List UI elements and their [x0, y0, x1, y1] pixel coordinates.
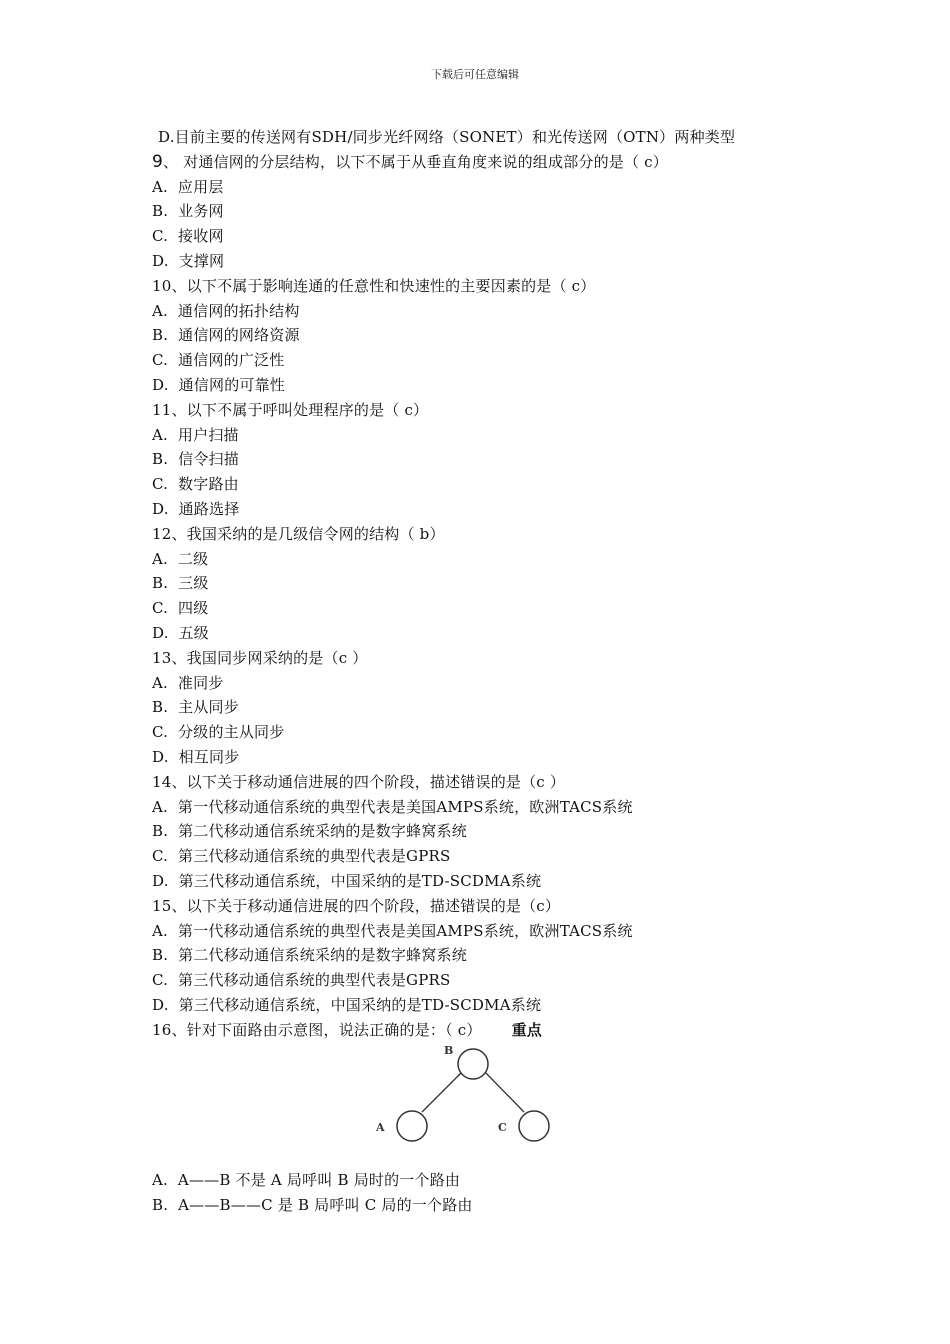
question-12-option-d: D. 五级: [152, 623, 209, 642]
routing-diagram-svg: [362, 1042, 562, 1168]
question-15-option-a: A. 第一代移动通信系统的典型代表是美国AMPS系统，欧洲TACS系统: [152, 921, 633, 940]
question-14-option-b: B. 第二代移动通信系统采纳的是数字蜂窝系统: [152, 822, 467, 841]
question-13-option-a: A. 准同步: [152, 673, 224, 692]
question-11-option-c: C. 数字路由: [152, 475, 239, 494]
question-9-text: 、 对通信网的分层结构，以下不属于从垂直角度来说的组成部分的是（ c）: [163, 152, 668, 171]
question-10: 10、以下不属于影响连通的任意性和快速性的主要因素的是（ c）: [152, 276, 596, 295]
question-10-option-d: D. 通信网的可靠性: [152, 375, 285, 394]
question-10-option-c: C. 通信网的广泛性: [152, 351, 285, 370]
question-13: 13、我国同步网采纳的是（c ）: [152, 648, 368, 667]
question-12-option-c: C. 四级: [152, 599, 209, 618]
node-b-label: B: [444, 1044, 454, 1058]
question-9-option-c: C. 接收网: [152, 227, 224, 246]
page-header: 下载后可任意编辑: [431, 68, 519, 81]
question-11-option-b: B. 信令扫描: [152, 450, 239, 469]
routing-diagram: [152, 1042, 872, 1168]
node-a-circle: [397, 1111, 427, 1141]
question-11-option-d: D. 通路选择: [152, 499, 240, 518]
question-14: 14、以下关于移动通信进展的四个阶段，描述错误的是（c ）: [152, 772, 566, 791]
option-d-transport-network: D.目前主要的传送网有SDH/同步光纤网络（SONET）和光传送网（OTN）两种类型: [158, 128, 736, 146]
question-11-option-a: A. 用户扫描: [152, 425, 239, 444]
question-10-option-a: A. 通信网的拓扑结构: [152, 301, 300, 320]
node-c-circle: [519, 1111, 549, 1141]
document-body: [152, 125, 872, 1218]
question-13-option-d: D. 相互同步: [152, 747, 240, 766]
question-13-option-b: B. 主从同步: [152, 698, 239, 717]
question-16: [152, 1018, 872, 1043]
question-15-option-b: B. 第二代移动通信系统采纳的是数字蜂窝系统: [152, 946, 467, 965]
question-10-option-b: B. 通信网的网络资源: [152, 326, 300, 345]
question-15: 15、以下关于移动通信进展的四个阶段，描述错误的是（c）: [152, 896, 561, 915]
question-16-option-a: A. A——B 不是 A 局呼叫 B 局时的一个路由: [152, 1171, 461, 1190]
question-12-option-b: B. 三级: [152, 574, 209, 593]
edge-b-a: [422, 1072, 462, 1112]
key-point-label: 重点: [511, 1020, 542, 1039]
question-15-option-c: C. 第三代移动通信系统的典型代表是GPRS: [152, 971, 451, 990]
question-13-option-c: C. 分级的主从同步: [152, 723, 285, 742]
question-16-option-b: B. A——B——C 是 B 局呼叫 C 局的一个路由: [152, 1196, 473, 1215]
question-9-option-a: A. 应用层: [152, 177, 224, 196]
question-12: 12、我国采纳的是几级信令网的结构（ b）: [152, 524, 445, 543]
question-14-option-d: D. 第三代移动通信系统，中国采纳的是TD-SCDMA系统: [152, 871, 542, 890]
question-14-option-a: A. 第一代移动通信系统的典型代表是美国AMPS系统，欧洲TACS系统: [152, 797, 633, 816]
question-11: 11、以下不属于呼叫处理程序的是（ c）: [152, 400, 429, 419]
question-15-option-d: D. 第三代移动通信系统，中国采纳的是TD-SCDMA系统: [152, 995, 542, 1014]
edge-b-c: [483, 1070, 524, 1112]
question-12-option-a: A. 二级: [152, 549, 209, 568]
question-9-option-d: D. 支撑网: [152, 251, 225, 270]
node-b-circle: [458, 1049, 488, 1079]
question-14-option-c: C. 第三代移动通信系统的典型代表是GPRS: [152, 847, 451, 866]
question-9: [152, 150, 872, 175]
node-c-label: C: [498, 1121, 507, 1135]
question-9-number: 9: [152, 151, 164, 172]
question-16-text: 16、针对下面路由示意图，说法正确的是：（ c）: [152, 1020, 482, 1039]
question-9-option-b: B. 业务网: [152, 202, 224, 221]
node-a-label: A: [376, 1121, 385, 1135]
